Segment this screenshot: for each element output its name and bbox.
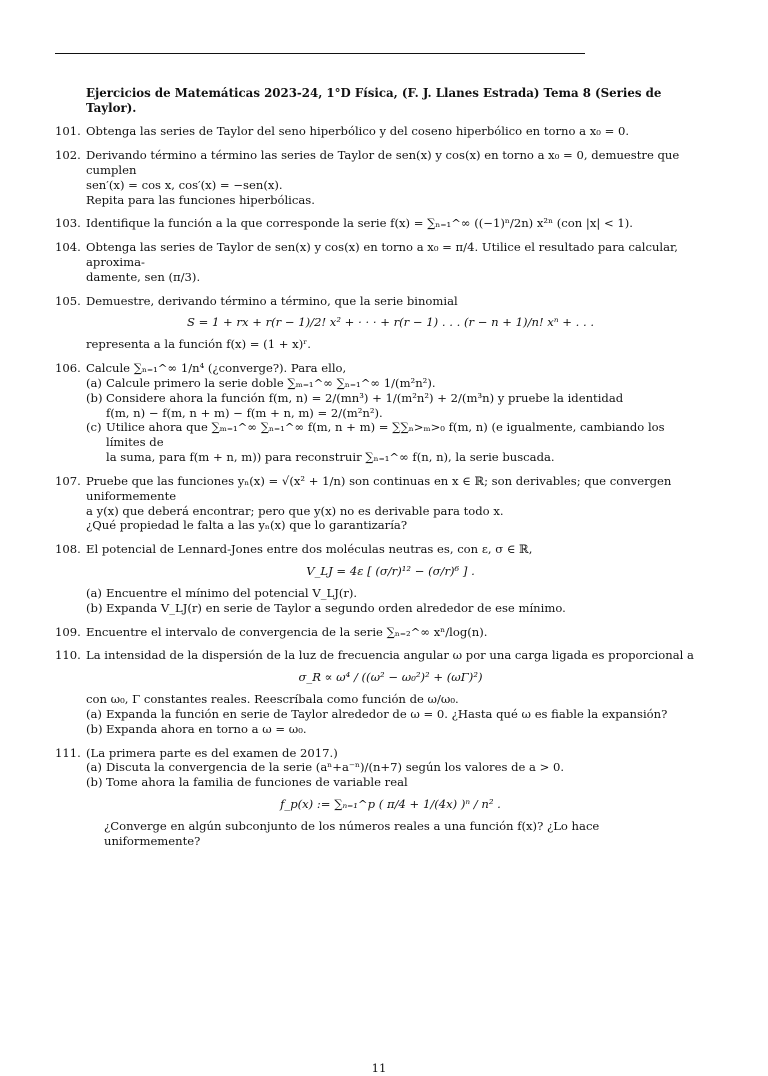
sub-item-label: (b) — [86, 390, 103, 405]
exercise-108 — [55, 542, 695, 615]
exercise-text-line: ¿Qué propiedad le falta a las yₙ(x) que lo garantizaría? — [86, 518, 408, 533]
sub-item — [86, 722, 695, 737]
sub-item-text-line: Calcule primero la serie doble ∑ₘ₌₁^∞ ∑ₙ₌₁^∞ 1/(m²n²). — [106, 375, 436, 390]
exercise-followup-text: ¿Converge en algún subconjunto de los números reales a una función f(x)? ¿Lo hace uniformemente? — [104, 818, 600, 848]
display-equation: f_p(x) := ∑ₙ₌₁^p ( π/4 + 1/(4x) )ⁿ / n² . — [280, 797, 501, 811]
sub-item-label: (a) — [86, 375, 102, 390]
exercise-text-line: El potencial de Lennard-Jones entre dos moléculas neutras es, con ε, σ ∈ ℝ, — [86, 542, 533, 557]
display-equation: V_LJ = 4ε [ (σ/r)¹² − (σ/r)⁶ ] . — [306, 564, 475, 579]
exercise-text-line: Demuestre, derivando término a término, que la serie binomial — [86, 293, 458, 308]
sub-item — [86, 586, 695, 601]
exercise-number: 111. — [55, 745, 81, 760]
exercise-105 — [55, 294, 695, 352]
exercise-101 — [55, 124, 695, 139]
sub-item-label: (a) — [86, 706, 102, 721]
sub-item-label: (b) — [86, 775, 103, 790]
sub-item — [86, 775, 695, 790]
sub-item-text-line: Encuentre el mínimo del potencial V_LJ(r). — [106, 585, 358, 600]
exercise-text-line: Obtenga las series de Taylor de sen(x) y cos(x) en torno a x₀ = π/4. Utilice el resultado para calcular, aproxima- — [86, 240, 678, 269]
exercise-102 — [55, 148, 695, 207]
sub-item — [86, 601, 695, 616]
exercise-text-line: a y(x) que deberá encontrar; pero que y(x) no es derivable para todo x. — [86, 503, 504, 518]
exercise-text-line: Obtenga las series de Taylor del seno hiperbólico y del coseno hiperbólico en torno a x₀ = 0. — [86, 124, 630, 139]
sub-item-label: (b) — [86, 600, 103, 615]
exercise-text-line: sen′(x) = cos x, cos′(x) = −sen(x). — [86, 177, 283, 192]
display-equation: S = 1 + rx + r(r − 1)/2! x² + · · · + r(r − 1) . . . (r − n + 1)/n! xⁿ + . . . — [186, 315, 595, 330]
exercise-number: 108. — [55, 542, 81, 557]
sub-item — [86, 707, 695, 722]
exercise-text-line: (La primera parte es del examen de 2017.) — [86, 745, 338, 760]
exercise-110 — [55, 648, 695, 736]
sub-item-label: (a) — [86, 585, 102, 600]
exercise-106 — [55, 361, 695, 465]
exercise-page — [55, 86, 695, 1075]
sub-item-text-line: Expanda V_LJ(r) en serie de Taylor a segundo orden alrededor de ese mínimo. — [106, 600, 566, 615]
exercise-number: 103. — [55, 216, 81, 231]
sub-item-label: (a) — [86, 760, 102, 775]
sub-item — [86, 376, 695, 391]
exercise-number: 105. — [55, 293, 81, 308]
exercise-list — [55, 124, 695, 848]
exercise-number: 104. — [55, 240, 81, 255]
exercise-number: 106. — [55, 361, 81, 376]
exercise-text-line: Derivando término a término las series de Taylor de sen(x) y cos(x) en torno a x₀ = 0, demuestre que cumplen — [86, 148, 680, 177]
sub-item — [86, 760, 695, 775]
exercise-number: 107. — [55, 473, 81, 488]
sub-item-text-line: Expanda la función en serie de Taylor alrededor de ω = 0. ¿Hasta qué ω es fiable la expansión? — [106, 706, 668, 721]
exercise-103 — [55, 216, 695, 231]
exercise-text-line: Encuentre el intervalo de convergencia de la serie ∑ₙ₌₂^∞ xⁿ/log(n). — [86, 624, 488, 639]
sub-item-label: (c) — [86, 420, 102, 435]
sub-item-text-line: Expanda ahora en torno a ω = ω₀. — [106, 721, 307, 736]
exercise-107 — [55, 474, 695, 533]
sub-item-text-line: f(m, n) − f(m, n + m) − f(m + n, m) = 2/(m²n²). — [106, 405, 383, 420]
exercise-followup-text: con ω₀, Γ constantes reales. Reescríbala como función de ω/ω₀. — [86, 692, 459, 707]
exercise-text-line: Repita para las funciones hiperbólicas. — [86, 192, 315, 207]
exercise-104 — [55, 240, 695, 284]
page-number: 11 — [371, 1061, 387, 1075]
exercise-number: 110. — [55, 648, 81, 663]
sub-item-text-line: Discuta la convergencia de la serie (aⁿ+a⁻ⁿ)/(n+7) según los valores de a > 0. — [106, 760, 565, 775]
exercise-followup-text: representa a la función f(x) = (1 + x)ʳ. — [86, 337, 311, 352]
sub-item-text-line: Considere ahora la función f(m, n) = 2/(mn³) + 1/(m²n²) + 2/(m³n) y pruebe la identidad — [106, 390, 624, 405]
sub-item-text-line: Tome ahora la familia de funciones de variable real — [106, 775, 408, 790]
top-rule — [55, 53, 585, 54]
exercise-number: 102. — [55, 148, 81, 163]
exercise-109 — [55, 625, 695, 640]
exercise-111 — [55, 746, 695, 849]
sub-item — [86, 391, 695, 421]
page-footer — [55, 1061, 695, 1076]
exercise-text-line: Pruebe que las funciones yₙ(x) = √(x² + 1/n) son continuas en x ∈ ℝ; son derivables; que convergen uniformemente — [86, 473, 672, 503]
exercise-text-line: Identifique la función a la que corresponde la serie f(x) = ∑ₙ₌₁^∞ ((−1)ⁿ/2n) x²ⁿ (con |x| < 1). — [86, 216, 633, 231]
page-title: Ejercicios de Matemáticas 2023-24, 1°D Física, (F. J. Llanes Estrada) Tema 8 (Series de Taylor). — [86, 86, 662, 116]
exercise-text-line: La intensidad de la dispersión de la luz de frecuencia angular ω por una carga ligada es proporcional a — [86, 648, 694, 663]
exercise-text-line: damente, sen (π/3). — [86, 269, 201, 284]
exercise-number: 109. — [55, 624, 81, 639]
display-equation: σ_R ∝ ω⁴ / ((ω² − ω₀²)² + (ωΓ)²) — [298, 670, 483, 685]
sub-item-text-line: Utilice ahora que ∑ₘ₌₁^∞ ∑ₙ₌₁^∞ f(m, n + m) = ∑∑ₙ>ₘ>₀ f(m, n) (e igualmente, cambiando los límites de — [106, 420, 665, 450]
exercise-text-line: Calcule ∑ₙ₌₁^∞ 1/n⁴ (¿converge?). Para ello, — [86, 361, 347, 376]
sub-item — [86, 420, 695, 464]
sub-item-text-line: la suma, para f(m + n, m)) para reconstruir ∑ₙ₌₁^∞ f(n, n), la serie buscada. — [106, 450, 555, 465]
sub-item-label: (b) — [86, 721, 103, 736]
exercise-number: 101. — [55, 124, 81, 139]
